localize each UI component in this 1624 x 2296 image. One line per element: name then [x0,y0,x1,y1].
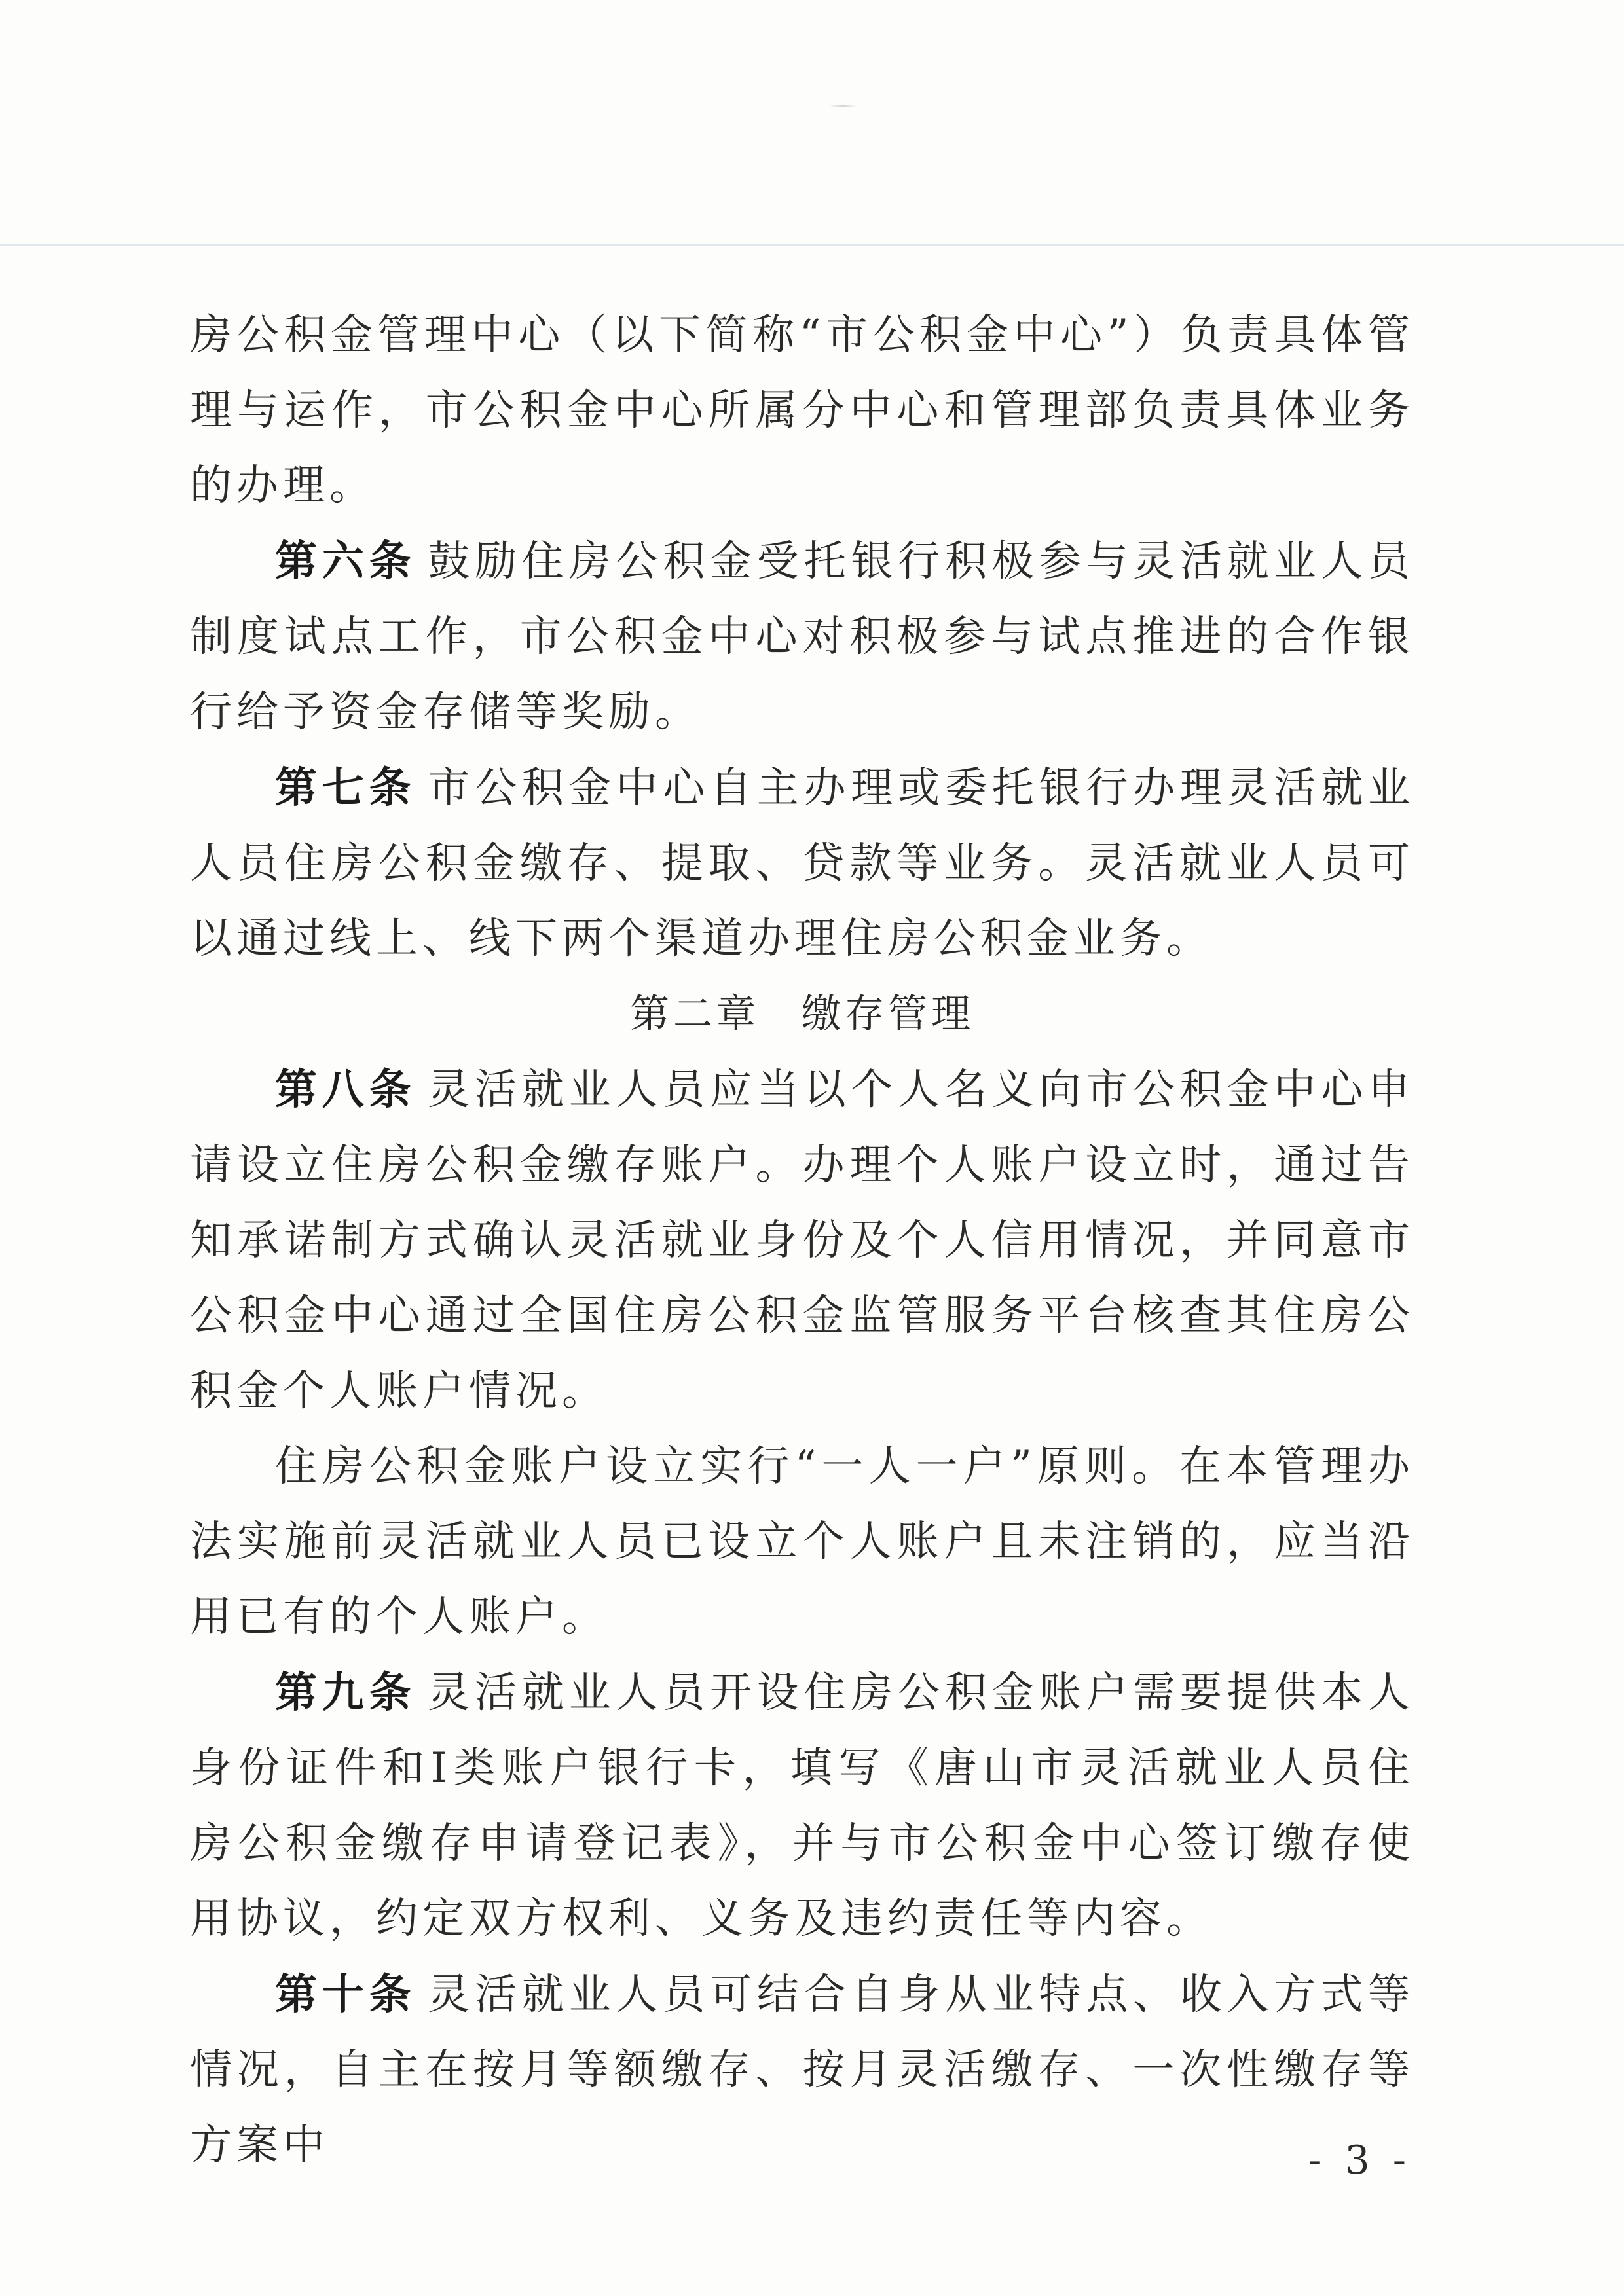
article-10 [190,1957,1414,2183]
article-9 [190,1655,1414,1957]
document-body [190,298,1414,2183]
chapter-heading [190,977,1414,1052]
chapter-title: 缴存管理 [802,991,974,1037]
article-8-heading: 第八条 [275,1065,416,1114]
article-6-heading: 第六条 [275,537,416,586]
scan-artifact [828,105,857,107]
page-number: - 3 - [1308,2138,1411,2183]
article-8-text: 灵活就业人员应当以个人名义向市公积金中心申请设立住房公积金缴存账户。办理个人账户设立时，通过告知承诺制方式确认灵活就业身份及个人信用情况，并同意市公积金中心通过全国住房公积金监管服务平台核查其住房公积金个人账户情况。 [190,1066,1415,1415]
article-9-text: 灵活就业人员开设住房公积金账户需要提供本人身份证件和Ⅰ类账户银行卡，填写《唐山市灵活就业人员住房公积金缴存申请登记表》，并与市公积金中心签订缴存使用协议，约定双方权利、义务及违约责任等内容。 [190,1669,1415,1943]
scan-edge-line [0,244,1624,246]
article-7-heading: 第七条 [275,763,416,812]
lead-paragraph: 房公积金管理中心（以下简称“市公积金中心”）负责具体管理与运作，市公积金中心所属分中心和管理部负责具体业务的办理。 [190,311,1414,510]
article-8-paragraph-2: 住房公积金账户设立实行“一人一户”原则。在本管理办法实施前灵活就业人员已设立个人账户且未注销的，应当沿用已有的个人账户。 [190,1442,1414,1641]
chapter-number: 第二章 [630,991,760,1037]
article-6-text: 鼓励住房公积金受托银行积极参与灵活就业人员制度试点工作，市公积金中心对积极参与试点推进的合作银行给予资金存储等奖励。 [190,538,1415,737]
article-10-heading: 第十条 [275,1970,416,2019]
article-7-text: 市公积金中心自主办理或委托银行办理灵活就业人员住房公积金缴存、提取、贷款等业务。灵活就业人员可以通过线上、线下两个渠道办理住房公积金业务。 [190,764,1415,963]
article-6 [190,524,1414,750]
article-8 [190,1052,1414,1429]
article-7 [190,750,1414,977]
article-9-heading: 第九条 [275,1668,416,1717]
article-10-text: 灵活就业人员可结合自身从业特点、收入方式等情况，自主在按月等额缴存、按月灵活缴存、一次性缴存等方案中 [190,1971,1415,2170]
